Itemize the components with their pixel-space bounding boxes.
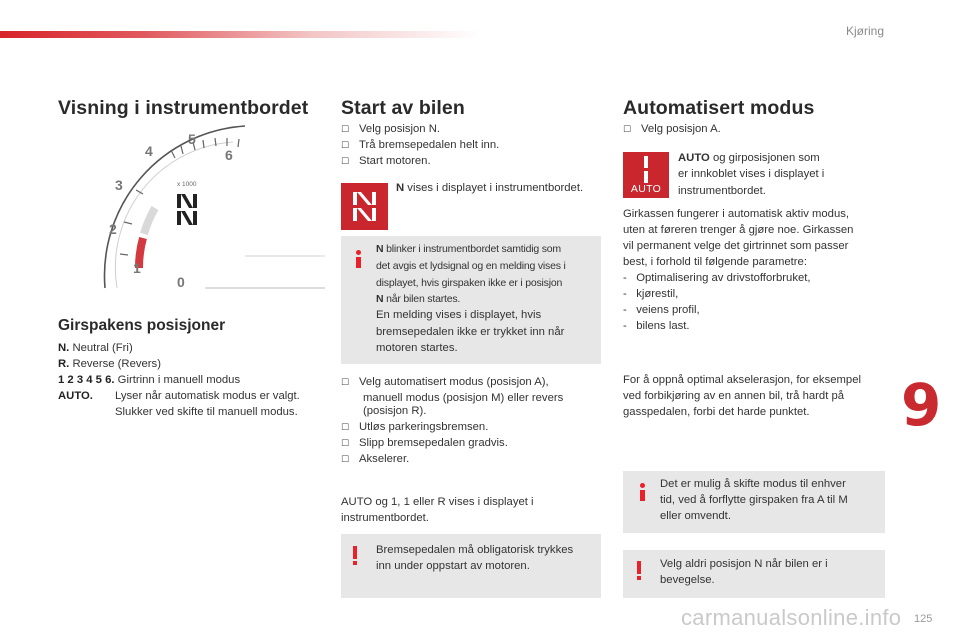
- gauge-tick-2: 2: [109, 221, 117, 237]
- warning-icon: [351, 546, 359, 566]
- section-title: Kjøring: [845, 24, 884, 38]
- gauge-multiplier: x 1000: [177, 181, 197, 188]
- start-step-2: ☐ Trå bremsepedalen helt inn.: [341, 139, 500, 151]
- auto-desc-2: er innkoblet vises i displayet i: [678, 168, 825, 180]
- auto-para1-1: Girkassen fungerer i automatisk aktiv modus,: [623, 208, 850, 220]
- start-step-4-cont: manuell modus (posisjon M) eller revers: [363, 392, 564, 404]
- gauge-tick-3: 3: [115, 177, 123, 193]
- gear-key: R.: [58, 358, 70, 370]
- gear-key: 1 2 3 4 5 6.: [58, 374, 115, 386]
- auto-display-badge: [623, 152, 669, 198]
- auto-para2-1: For å oppnå optimal akselerasjon, for eksempel: [623, 374, 861, 386]
- gauge-tick-5: 5: [188, 131, 196, 147]
- gears-subtitle: Girspakens posisjoner: [58, 317, 226, 334]
- start-step-4-cont2: (posisjon R).: [363, 405, 427, 417]
- gauge-tick-1: 1: [133, 260, 141, 276]
- auto-list-item: - Optimalisering av drivstofforbruket,: [623, 272, 811, 284]
- auto-para1-3: vil permanent velge det girtrinnet som passer: [623, 240, 849, 252]
- start-step-7: ☐ Akselerer.: [341, 453, 410, 465]
- page-number: 125: [914, 613, 933, 625]
- info-icon: [637, 483, 647, 499]
- gear-auto-desc-1: Lyser når automatisk modus er valgt.: [115, 390, 300, 402]
- auto-display-note-2: instrumentbordet.: [341, 512, 429, 524]
- auto-para2-3: gasspedalen, forbi det harde punktet.: [623, 406, 810, 418]
- warning-box-neutral: Velg aldri posisjon N når bilen er i bevegelse.: [623, 550, 885, 598]
- gear-key: N.: [58, 342, 70, 354]
- chapter-number: 9: [901, 371, 942, 439]
- start-step-1: ☐ Velg posisjon N.: [341, 123, 441, 135]
- gear-item-n: [58, 340, 133, 356]
- watermark: carmanualsonline.info: [681, 605, 902, 630]
- gear-display-gauge: [95, 118, 325, 298]
- info-box-mode-switch: Det er mulig å skifte modus til enhver tid, ved å forflytte girspaken fra A til M eller omvendt.: [623, 471, 885, 533]
- auto-list-item: - bilens last.: [623, 320, 690, 332]
- auto-display-note-1: AUTO og 1, 1 eller R vises i displayet i: [341, 496, 534, 508]
- auto-desc-3: instrumentbordet.: [678, 185, 766, 197]
- auto-para1-4: best, i forhold til følgende parametre:: [623, 256, 807, 268]
- gear-auto-desc-2: Slukker ved skifte til manuell modus.: [115, 406, 298, 418]
- left-title: Visning i instrumentbordet: [58, 97, 309, 119]
- gauge-tick-6: 6: [225, 147, 233, 163]
- auto-para2-2: ved forbikjøring av en annen bil, trå hardt på: [623, 390, 845, 402]
- start-step-6: ☐ Slipp bremsepedalen gradvis.: [341, 437, 508, 449]
- auto-segment-icon: [623, 152, 669, 186]
- gear-desc: Neutral (Fri): [72, 342, 133, 354]
- gauge-tick-0: 0: [177, 274, 185, 290]
- n-display-note: N vises i displayet i instrumentbordet.: [396, 182, 584, 194]
- auto-desc-1: AUTO og girposisjonen som: [678, 152, 820, 164]
- start-step-3: ☐ Start motoren.: [341, 155, 431, 167]
- gear-key: AUTO.: [58, 390, 93, 402]
- gear-item-r: [58, 356, 161, 372]
- warning-box-brake: Bremsepedalen må obligatorisk trykkes inn under oppstart av motoren.: [341, 534, 601, 598]
- middle-title: Start av bilen: [341, 97, 465, 119]
- gear-desc: Reverse (Revers): [72, 358, 161, 370]
- start-step-4: ☐ Velg automatisert modus (posisjon A),: [341, 376, 549, 388]
- start-step-5: ☐ Utløs parkeringsbremsen.: [341, 421, 489, 433]
- right-title: Automatisert modus: [623, 97, 815, 119]
- gear-item-manual: [58, 372, 240, 388]
- header-accent-bar: [0, 31, 480, 38]
- info-icon: [353, 250, 363, 266]
- gear-desc: Girtrinn i manuell modus: [117, 374, 241, 386]
- warning-icon: [635, 561, 643, 581]
- auto-list-item: - veiens profil,: [623, 304, 700, 316]
- gauge-tick-4: 4: [145, 143, 153, 159]
- auto-para1-2: uten at føreren trenger å gjøre noe. Girkassen: [623, 224, 854, 236]
- info-box-n-blink: N blinker i instrumentbordet samtidig som det avgis et lydsignal og en melding vises i displayet, hvis girspaken ikke er i posisjon N når bilen startes. En melding vises i displayet, hvis bremsepedalen ikke er trykket inn når motoren startes.: [341, 236, 601, 364]
- gear-item-auto: [58, 388, 93, 404]
- n-display-badge: [341, 183, 388, 230]
- auto-badge-label: AUTO: [630, 183, 662, 195]
- auto-step-1: ☐ Velg posisjon A.: [623, 123, 721, 135]
- gauge-gear-display-n: [177, 194, 197, 225]
- auto-list-item: - kjørestil,: [623, 288, 679, 300]
